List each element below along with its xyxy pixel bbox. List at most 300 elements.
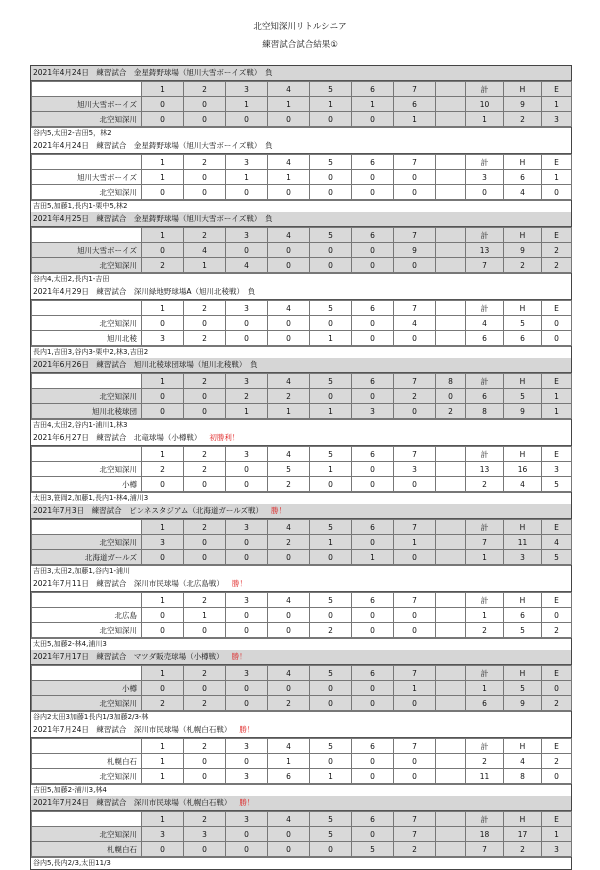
header-corner: [32, 228, 142, 243]
results-sheet: [30, 65, 572, 870]
score-cell: 3: [226, 769, 268, 784]
column-header: E: [542, 520, 572, 535]
column-header: 7: [394, 593, 436, 608]
team-row: [32, 462, 572, 477]
column-header: 1: [142, 447, 184, 462]
score-cell: 6: [394, 97, 436, 112]
column-header: 6: [352, 447, 394, 462]
score-cell: 1: [542, 170, 572, 185]
column-header: H: [504, 82, 542, 97]
team-row: [32, 535, 572, 550]
column-header: 1: [142, 155, 184, 170]
column-header: 3: [226, 739, 268, 754]
column-header: E: [542, 666, 572, 681]
score-cell: 18: [466, 827, 504, 842]
column-header: 1: [142, 666, 184, 681]
score-cell: [436, 258, 466, 273]
score-cell: 13: [466, 243, 504, 258]
score-cell: 0: [352, 827, 394, 842]
score-cell: 0: [352, 112, 394, 127]
score-cell: 2: [268, 535, 310, 550]
score-cell: 4: [504, 477, 542, 492]
score-cell: 0: [184, 681, 226, 696]
header-corner: [32, 155, 142, 170]
score-cell: 2: [394, 389, 436, 404]
column-header: 4: [268, 82, 310, 97]
column-header: 4: [268, 447, 310, 462]
column-header: 2: [184, 228, 226, 243]
score-cell: 0: [352, 535, 394, 550]
score-cell: [436, 112, 466, 127]
score-cell: 0: [142, 316, 184, 331]
score-cell: 0: [226, 550, 268, 565]
score-cell: 0: [226, 535, 268, 550]
score-cell: 0: [142, 477, 184, 492]
score-cell: 0: [268, 608, 310, 623]
column-header: 5: [310, 812, 352, 827]
game-title-text: 2021年7月17日 練習試合 マツダ販売球場（小樽戦）: [33, 652, 224, 661]
column-header: 5: [310, 447, 352, 462]
team-row: [32, 550, 572, 565]
score-cell: 0: [142, 185, 184, 200]
score-cell: 3: [352, 404, 394, 419]
column-header: 7: [394, 520, 436, 535]
score-cell: 17: [504, 827, 542, 842]
team-name: 北海道ガールズ: [32, 550, 142, 565]
score-cell: 0: [394, 404, 436, 419]
score-cell: 2: [268, 389, 310, 404]
column-header: 3: [226, 155, 268, 170]
score-cell: 2: [142, 462, 184, 477]
column-header: 2: [184, 812, 226, 827]
column-header: [436, 447, 466, 462]
game-title: [31, 796, 571, 811]
score-cell: 0: [184, 389, 226, 404]
score-cell: 0: [268, 550, 310, 565]
score-cell: 0: [310, 185, 352, 200]
column-header: 6: [352, 739, 394, 754]
team-row: [32, 623, 572, 638]
column-header: 2: [184, 520, 226, 535]
column-header: 2: [184, 82, 226, 97]
column-header: 1: [142, 812, 184, 827]
score-cell: 2: [542, 243, 572, 258]
score-cell: 0: [394, 185, 436, 200]
column-header: 2: [184, 593, 226, 608]
game-title-text: 2021年7月11日 練習試合 深川市民球場（北広島戦）: [33, 579, 224, 588]
score-cell: 6: [504, 608, 542, 623]
game-block: [31, 358, 571, 431]
column-header: [436, 739, 466, 754]
score-cell: 1: [310, 97, 352, 112]
score-cell: 0: [142, 623, 184, 638]
team-name: 旭川大雪ボーイズ: [32, 170, 142, 185]
header-corner: [32, 812, 142, 827]
score-cell: 0: [268, 623, 310, 638]
header-corner: [32, 301, 142, 316]
column-header: 5: [310, 520, 352, 535]
score-cell: [436, 608, 466, 623]
game-result: 勝！: [231, 652, 247, 661]
column-header: 7: [394, 739, 436, 754]
column-header: 7: [394, 82, 436, 97]
score-cell: 1: [466, 608, 504, 623]
column-header: 7: [394, 812, 436, 827]
column-header: 5: [310, 82, 352, 97]
score-cell: [436, 842, 466, 857]
team-row: [32, 827, 572, 842]
score-cell: 0: [142, 681, 184, 696]
score-cell: 5: [504, 623, 542, 638]
score-cell: 5: [310, 827, 352, 842]
game-result: 勝！: [231, 579, 247, 588]
header-corner: [32, 666, 142, 681]
score-cell: 2: [310, 623, 352, 638]
game-block: [31, 139, 571, 212]
team-row: [32, 243, 572, 258]
column-header: 6: [352, 812, 394, 827]
score-cell: 0: [310, 170, 352, 185]
game-title: [31, 723, 571, 738]
score-cell: 2: [436, 404, 466, 419]
score-cell: 0: [268, 243, 310, 258]
column-header: 3: [226, 520, 268, 535]
score-cell: 0: [542, 316, 572, 331]
score-cell: 2: [504, 258, 542, 273]
score-cell: 3: [466, 170, 504, 185]
team-row: [32, 608, 572, 623]
score-cell: 2: [184, 696, 226, 711]
score-cell: 0: [352, 462, 394, 477]
score-cell: 0: [184, 842, 226, 857]
column-header: [436, 593, 466, 608]
scoreboard-table: [31, 227, 572, 273]
score-cell: 0: [184, 185, 226, 200]
score-cell: 2: [542, 754, 572, 769]
game-result: 勝！: [239, 725, 255, 734]
score-cell: 0: [226, 462, 268, 477]
score-cell: 3: [542, 112, 572, 127]
pitcher-catcher-note: 谷内2太田3加藤1長内1/3加藤2/3-林: [31, 711, 571, 723]
score-cell: 0: [226, 681, 268, 696]
score-cell: 3: [142, 331, 184, 346]
column-header: 4: [268, 228, 310, 243]
header-corner: [32, 593, 142, 608]
score-cell: 5: [542, 550, 572, 565]
score-cell: 1: [466, 681, 504, 696]
column-header: 2: [184, 666, 226, 681]
game-block: [31, 431, 571, 504]
column-header: 1: [142, 228, 184, 243]
column-header: 計: [466, 739, 504, 754]
score-cell: [436, 477, 466, 492]
score-cell: 0: [352, 243, 394, 258]
column-header: 1: [142, 301, 184, 316]
score-cell: 7: [466, 842, 504, 857]
score-cell: 2: [466, 477, 504, 492]
scoreboard-header-row: [32, 82, 572, 97]
score-cell: 2: [466, 754, 504, 769]
column-header: H: [504, 739, 542, 754]
score-cell: 0: [226, 842, 268, 857]
score-cell: 2: [504, 112, 542, 127]
score-cell: 3: [542, 462, 572, 477]
team-row: [32, 185, 572, 200]
column-header: 7: [394, 447, 436, 462]
game-title-text: 2021年7月24日 練習試合 深川市民球場（札幌白石戦）: [33, 798, 232, 807]
score-cell: 1: [184, 258, 226, 273]
scoreboard-table: [31, 373, 572, 419]
column-header: 4: [268, 739, 310, 754]
column-header: 計: [466, 520, 504, 535]
team-row: [32, 389, 572, 404]
game-title: [31, 285, 571, 300]
header-corner: [32, 82, 142, 97]
header-corner: [32, 374, 142, 389]
score-cell: 1: [268, 404, 310, 419]
score-cell: 0: [184, 170, 226, 185]
score-cell: 0: [184, 550, 226, 565]
column-header: 3: [226, 666, 268, 681]
score-cell: 0: [268, 681, 310, 696]
game-title-text: 2021年7月24日 練習試合 深川市民球場（札幌白石戦）: [33, 725, 232, 734]
column-header: 計: [466, 593, 504, 608]
column-header: [436, 155, 466, 170]
column-header: 5: [310, 301, 352, 316]
column-header: 4: [268, 155, 310, 170]
team-row: [32, 842, 572, 857]
score-cell: 6: [268, 769, 310, 784]
score-cell: 4: [226, 258, 268, 273]
scoreboard-table: [31, 592, 572, 638]
column-header: E: [542, 82, 572, 97]
score-cell: 0: [268, 316, 310, 331]
score-cell: 0: [352, 623, 394, 638]
score-cell: 0: [310, 477, 352, 492]
column-header: [436, 82, 466, 97]
score-cell: 2: [542, 258, 572, 273]
scoreboard-header-row: [32, 812, 572, 827]
game-title: [31, 212, 571, 227]
team-name: 小樽: [32, 477, 142, 492]
team-name: 北空知深川: [32, 258, 142, 273]
scoreboard-table: [31, 446, 572, 492]
score-cell: 0: [184, 97, 226, 112]
score-cell: 1: [226, 97, 268, 112]
score-cell: 0: [394, 477, 436, 492]
column-header: 計: [466, 228, 504, 243]
scoreboard-table: [31, 154, 572, 200]
score-cell: 1: [542, 389, 572, 404]
score-cell: 2: [394, 842, 436, 857]
column-header: 6: [352, 374, 394, 389]
score-cell: 7: [394, 827, 436, 842]
score-cell: 0: [184, 404, 226, 419]
scoreboard-header-row: [32, 228, 572, 243]
column-header: H: [504, 593, 542, 608]
score-cell: 0: [310, 696, 352, 711]
scoreboard-table: [31, 811, 572, 857]
score-cell: 1: [310, 535, 352, 550]
column-header: [436, 812, 466, 827]
column-header: 2: [184, 739, 226, 754]
game-title-text: 2021年4月24日 練習試合 金星鋳野球場（旭川大雪ボーイズ戦） 負: [33, 68, 273, 77]
team-name: 小樽: [32, 681, 142, 696]
column-header: 計: [466, 82, 504, 97]
score-cell: 0: [394, 550, 436, 565]
score-cell: [436, 535, 466, 550]
score-cell: 1: [394, 681, 436, 696]
score-cell: 1: [466, 112, 504, 127]
column-header: H: [504, 374, 542, 389]
score-cell: [436, 550, 466, 565]
game-title: [31, 139, 571, 154]
score-cell: 4: [184, 243, 226, 258]
pitcher-catcher-note: 吉田5,加藤1,長内1-栗中5,林2: [31, 200, 571, 212]
score-cell: 0: [268, 331, 310, 346]
column-header: [436, 520, 466, 535]
pitcher-catcher-note: 谷内5,太田2-吉田5，林2: [31, 127, 571, 139]
column-header: E: [542, 374, 572, 389]
game-title: [31, 650, 571, 665]
column-header: 3: [226, 82, 268, 97]
scoreboard-header-row: [32, 666, 572, 681]
game-title: [31, 577, 571, 592]
scoreboard-header-row: [32, 447, 572, 462]
column-header: 1: [142, 374, 184, 389]
column-header: [436, 228, 466, 243]
column-header: 3: [226, 447, 268, 462]
header-corner: [32, 739, 142, 754]
column-header: 5: [310, 666, 352, 681]
score-cell: 1: [542, 827, 572, 842]
pitcher-catcher-note: 吉田4,太田2,谷内1-浦川1,林3: [31, 419, 571, 431]
score-cell: 0: [226, 608, 268, 623]
score-cell: 0: [268, 112, 310, 127]
game-result: 勝！: [239, 798, 255, 807]
team-name: 北空知深川: [32, 316, 142, 331]
score-cell: 3: [504, 550, 542, 565]
column-header: E: [542, 301, 572, 316]
score-cell: 0: [542, 608, 572, 623]
pitcher-catcher-note: 谷内4,太田2,長内1-吉田: [31, 273, 571, 285]
column-header: 4: [268, 666, 310, 681]
score-cell: [436, 316, 466, 331]
scoreboard-table: [31, 519, 572, 565]
column-header: 4: [268, 812, 310, 827]
score-cell: 0: [352, 681, 394, 696]
team-row: [32, 112, 572, 127]
scoreboard-header-row: [32, 374, 572, 389]
team-name: 札幌白石: [32, 754, 142, 769]
score-cell: 1: [142, 769, 184, 784]
column-header: 3: [226, 301, 268, 316]
score-cell: 1: [184, 608, 226, 623]
score-cell: 0: [184, 316, 226, 331]
score-cell: 11: [466, 769, 504, 784]
score-cell: 1: [394, 112, 436, 127]
pitcher-catcher-note: 長内1,吉田3,谷内3-栗中2,林3,吉田2: [31, 346, 571, 358]
team-row: [32, 97, 572, 112]
team-row: [32, 754, 572, 769]
pitcher-catcher-note: 吉田5,加藤2-浦川3,林4: [31, 784, 571, 796]
team-row: [32, 316, 572, 331]
score-cell: 0: [466, 185, 504, 200]
score-cell: 4: [466, 316, 504, 331]
score-cell: 0: [142, 842, 184, 857]
game-title-text: 2021年4月25日 練習試合 金星鋳野球場（旭川大雪ボーイズ戦） 負: [33, 214, 273, 223]
column-header: E: [542, 155, 572, 170]
score-cell: 0: [142, 112, 184, 127]
scoreboard-table: [31, 665, 572, 711]
game-block: [31, 212, 571, 285]
column-header: 4: [268, 520, 310, 535]
column-header: H: [504, 520, 542, 535]
column-header: E: [542, 739, 572, 754]
column-header: H: [504, 228, 542, 243]
score-cell: 6: [504, 331, 542, 346]
column-header: 7: [394, 301, 436, 316]
team-name: 北空知深川: [32, 389, 142, 404]
score-cell: 0: [184, 754, 226, 769]
score-cell: 0: [310, 754, 352, 769]
score-cell: 3: [394, 462, 436, 477]
header-corner: [32, 447, 142, 462]
score-cell: 9: [504, 696, 542, 711]
score-cell: 7: [466, 258, 504, 273]
team-name: 北空知深川: [32, 535, 142, 550]
column-header: 1: [142, 82, 184, 97]
score-cell: 0: [268, 185, 310, 200]
column-header: 1: [142, 739, 184, 754]
score-cell: 0: [352, 331, 394, 346]
score-cell: 3: [184, 827, 226, 842]
column-header: 4: [268, 593, 310, 608]
column-header: 6: [352, 593, 394, 608]
score-cell: 13: [466, 462, 504, 477]
score-cell: 1: [310, 404, 352, 419]
score-cell: 2: [142, 696, 184, 711]
team-row: [32, 170, 572, 185]
score-cell: 6: [504, 170, 542, 185]
score-cell: 9: [504, 243, 542, 258]
score-cell: [436, 681, 466, 696]
score-cell: 9: [504, 404, 542, 419]
score-cell: 0: [142, 404, 184, 419]
score-cell: 9: [394, 243, 436, 258]
team-row: [32, 696, 572, 711]
team-name: 北空知深川: [32, 696, 142, 711]
score-cell: 9: [504, 97, 542, 112]
column-header: 3: [226, 593, 268, 608]
score-cell: 1: [142, 170, 184, 185]
column-header: 5: [310, 228, 352, 243]
game-title-text: 2021年4月24日 練習試合 金星鋳野球場（旭川大雪ボーイズ戦） 負: [33, 141, 273, 150]
score-cell: 0: [352, 696, 394, 711]
game-title: [31, 358, 571, 373]
column-header: 1: [142, 593, 184, 608]
score-cell: 2: [184, 331, 226, 346]
column-header: 3: [226, 812, 268, 827]
score-cell: [436, 754, 466, 769]
column-header: 7: [394, 374, 436, 389]
column-header: 2: [184, 447, 226, 462]
game-result: 勝！: [271, 506, 287, 515]
score-cell: [436, 696, 466, 711]
score-cell: 0: [268, 827, 310, 842]
score-cell: 0: [226, 185, 268, 200]
column-header: 計: [466, 374, 504, 389]
